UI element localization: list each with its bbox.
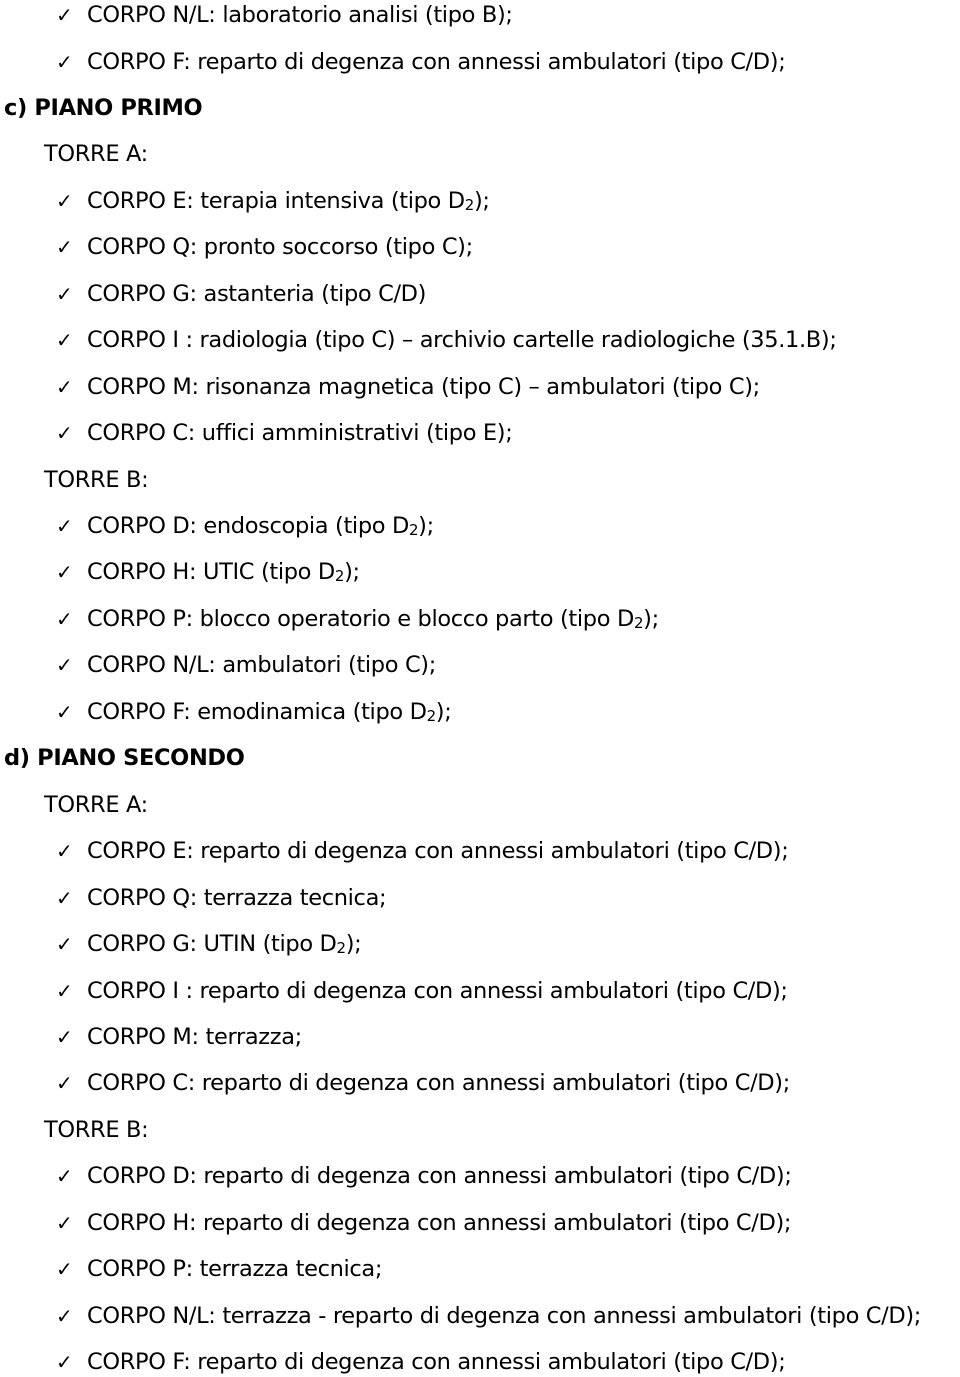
checkmark-icon: ✓ [56, 188, 73, 213]
list-item-text: CORPO N/L: ambulatori (tipo C); [87, 652, 436, 679]
section-heading-text: d) PIANO SECONDO [4, 745, 245, 772]
checkmark-icon: ✓ [56, 421, 73, 446]
checkmark-icon: ✓ [56, 49, 73, 74]
checkmark-icon: ✓ [56, 699, 73, 724]
checkmark-icon: ✓ [56, 885, 73, 910]
list-item-text: CORPO E: reparto di degenza con annessi ambulatori (tipo C/D); [87, 838, 789, 865]
checkmark-icon: ✓ [56, 932, 73, 956]
list-item-text: CORPO D: endoscopia (tipo $D_2$); [87, 513, 434, 539]
list-item-text: CORPO F: emodinamica (tipo $D_2$); [87, 698, 452, 725]
list-item-text: CORPO C: uffici amministrativi (tipo E); [87, 420, 513, 447]
list-item-text: CORPO I : radiologia (tipo C) – archivio cartelle radiologiche (35.1.B); [87, 327, 837, 354]
list-item-text: CORPO F: reparto di degenza con annessi ambulatori (tipo C/D); [87, 1349, 786, 1376]
checkmark-icon: ✓ [56, 1257, 73, 1282]
checkmark-icon: ✓ [56, 1303, 73, 1328]
checkmark-icon: ✓ [56, 514, 73, 538]
list-item-text: CORPO P: blocco operatorio e blocco parto (tipo $D_2$); [87, 605, 659, 632]
checkmark-icon: ✓ [56, 1164, 73, 1189]
list-item-text: CORPO M: risonanza magnetica (tipo C) – ambulatori (tipo C); [87, 373, 760, 400]
checkmark-icon: ✓ [56, 606, 73, 631]
list-item-text: CORPO Q: terrazza tecnica; [87, 884, 387, 911]
list-item-text: CORPO Q: pronto soccorso (tipo C); [87, 234, 473, 261]
checkmark-icon: ✓ [56, 235, 73, 260]
list-item-text: CORPO N/L: terrazza - reparto di degenza con annessi ambulatori (tipo C/D); [87, 1302, 922, 1329]
checkmark-icon: ✓ [56, 978, 73, 1003]
tower-heading-text: TORRE A: [44, 791, 148, 818]
checkmark-icon: ✓ [56, 1024, 73, 1049]
tower-heading-text: TORRE B: [44, 1116, 149, 1143]
list-item-text: CORPO G: astanteria (tipo C/D) [87, 280, 427, 307]
tower-heading-text: TORRE B: [44, 466, 149, 493]
list-item-text: CORPO F: reparto di degenza con annessi ambulatori (tipo C/D); [87, 48, 786, 75]
list-item-text: CORPO G: UTIN (tipo $D_2$); [87, 931, 362, 957]
list-item-text: CORPO M: terrazza; [87, 1023, 302, 1050]
checkmark-icon: ✓ [56, 374, 73, 399]
list-item-text: CORPO I : reparto di degenza con annessi ambulatori (tipo C/D); [87, 977, 788, 1004]
checkmark-icon: ✓ [56, 839, 73, 864]
list-item-text: CORPO E: terapia intensiva (tipo $D_2$); [87, 187, 490, 214]
checkmark-icon: ✓ [56, 1350, 73, 1375]
list-item-text: CORPO N/L: laboratorio analisi (tipo B); [87, 2, 513, 28]
list-item-text: CORPO D: reparto di degenza con annessi ambulatori (tipo C/D); [87, 1163, 792, 1190]
checkmark-icon: ✓ [56, 1071, 73, 1096]
checkmark-icon: ✓ [56, 653, 73, 678]
list-item-text: CORPO C: reparto di degenza con annessi ambulatori (tipo C/D); [87, 1070, 790, 1097]
checkmark-icon: ✓ [56, 560, 73, 585]
checkmark-icon: ✓ [56, 281, 73, 306]
checkmark-icon: ✓ [56, 3, 73, 27]
section-heading-text: c) PIANO PRIMO [4, 94, 203, 121]
list-item-text: CORPO H: UTIC (tipo $D_2$); [87, 559, 360, 586]
checkmark-icon: ✓ [56, 1210, 73, 1235]
list-item-text: CORPO H: reparto di degenza con annessi ambulatori (tipo C/D); [87, 1209, 792, 1236]
tower-heading-text: TORRE A: [44, 141, 148, 168]
checkmark-icon: ✓ [56, 328, 73, 353]
list-item-text: CORPO P: terrazza tecnica; [87, 1256, 383, 1283]
